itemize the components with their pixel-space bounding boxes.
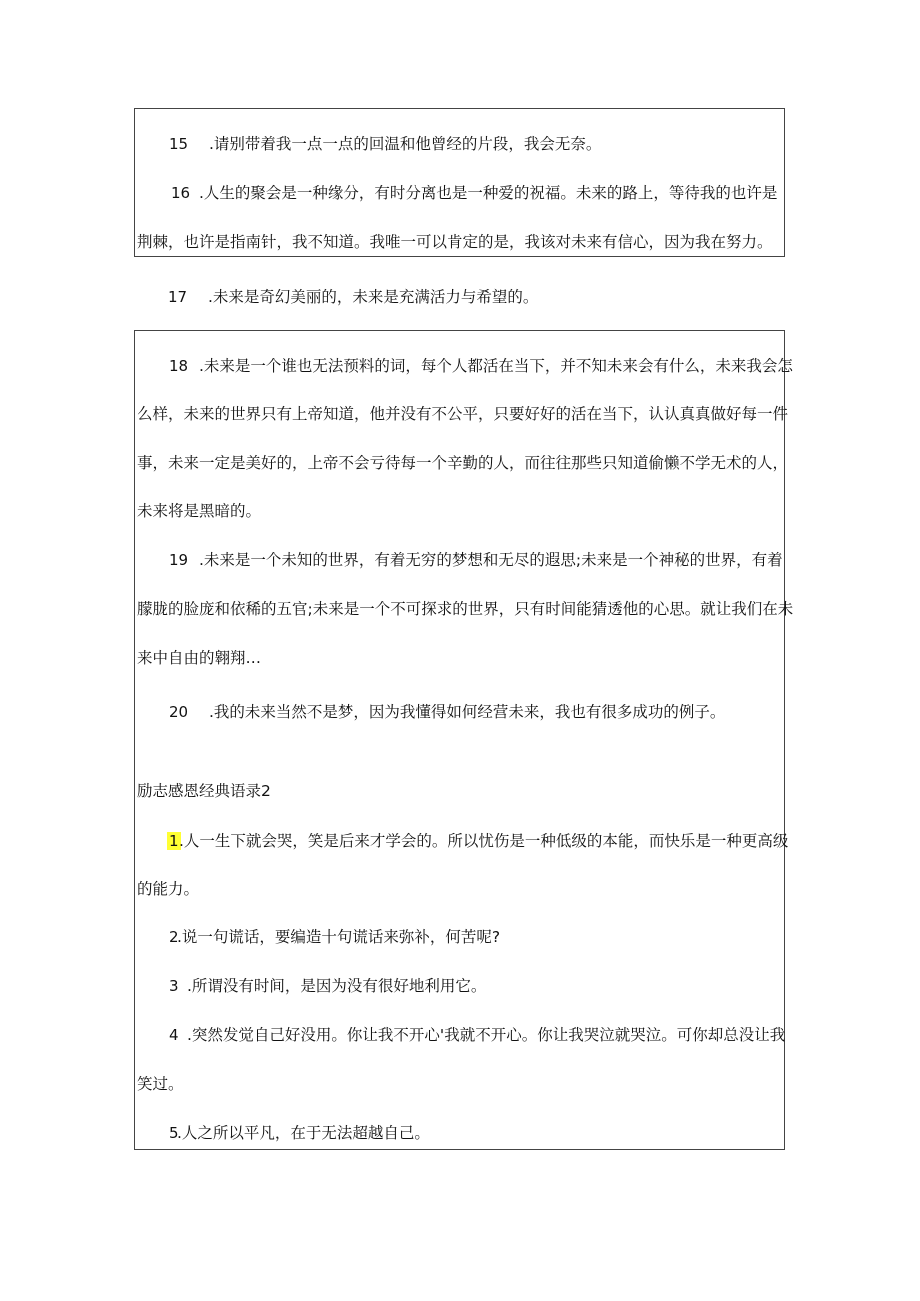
quote-number: 3 <box>169 977 179 995</box>
entry-number: 17 <box>168 288 188 306</box>
highlighted-number: 1 <box>169 832 179 850</box>
entry-text: 荆棘，也许是指南针，我不知道。我唯一可以肯定的是，我该对未来有信心，因为我在努力。 <box>137 233 773 251</box>
quote-text: .人一生下就会哭，笑是后来才学会的。所以忧伤是一种低级的本能，而快乐是一种更高级 <box>179 832 789 850</box>
entry-text: .请别带着我一点一点的回温和他曾经的片段，我会无奈。 <box>209 135 602 153</box>
quote-number: 5 <box>169 1124 179 1142</box>
quote-text: .人之所以平凡，在于无法超越自己。 <box>177 1124 430 1142</box>
quote-text: .所谓没有时间，是因为没有很好地利用它。 <box>187 977 487 995</box>
quote-text: 笑过。 <box>137 1075 184 1093</box>
entry-number: 18 <box>169 357 189 375</box>
entry-text: .人生的聚会是一种缘分，有时分离也是一种爱的祝福。未来的路上，等待我的也许是 <box>199 184 778 202</box>
entry-text: 么样，未来的世界只有上帝知道，他并没有不公平，只要好好的活在当下，认认真真做好每一件 <box>137 405 789 423</box>
entry-text: 未来将是黑暗的。 <box>137 502 262 520</box>
quote-box-upper <box>134 108 785 257</box>
quote-text: .突然发觉自己好没用。你让我不开心'我就不开心。你让我哭泣就哭泣。可你却总没让我 <box>187 1026 786 1044</box>
entry-text: .未来是一个未知的世界，有着无穷的梦想和无尽的遐思;未来是一个神秘的世界，有着 <box>199 551 783 569</box>
entry-number: 16 <box>171 184 191 202</box>
quote-number: 2 <box>169 928 179 946</box>
entry-text: 来中自由的翱翔… <box>137 649 262 667</box>
section-title: 励志感恩经典语录2 <box>137 782 271 800</box>
quote-number: 4 <box>169 1026 179 1044</box>
entry-text: .未来是奇幻美丽的，未来是充满活力与希望的。 <box>208 288 539 306</box>
entry-text: .未来是一个谁也无法预料的词，每个人都活在当下，并不知未来会有什么，未来我会怎 <box>199 357 793 375</box>
quote-text: .说一句谎话，要编造十句谎话来弥补，何苦呢? <box>177 928 501 946</box>
entry-number: 15 <box>169 135 189 153</box>
entry-text: .我的未来当然不是梦，因为我懂得如何经营未来，我也有很多成功的例子。 <box>209 703 726 721</box>
entry-number: 19 <box>169 551 189 569</box>
entry-text: 事，未来一定是美好的，上帝不会亏待每一个辛勤的人，而往往那些只知道偷懒不学无术的人， <box>137 454 789 472</box>
quote-text: 的能力。 <box>137 880 200 898</box>
entry-text: 朦胧的脸庞和依稀的五官;未来是一个不可探求的世界，只有时间能猜透他的心思。就让我们在未 <box>137 600 794 618</box>
quote-box-lower <box>134 330 794 1150</box>
entry-number: 20 <box>169 703 189 721</box>
